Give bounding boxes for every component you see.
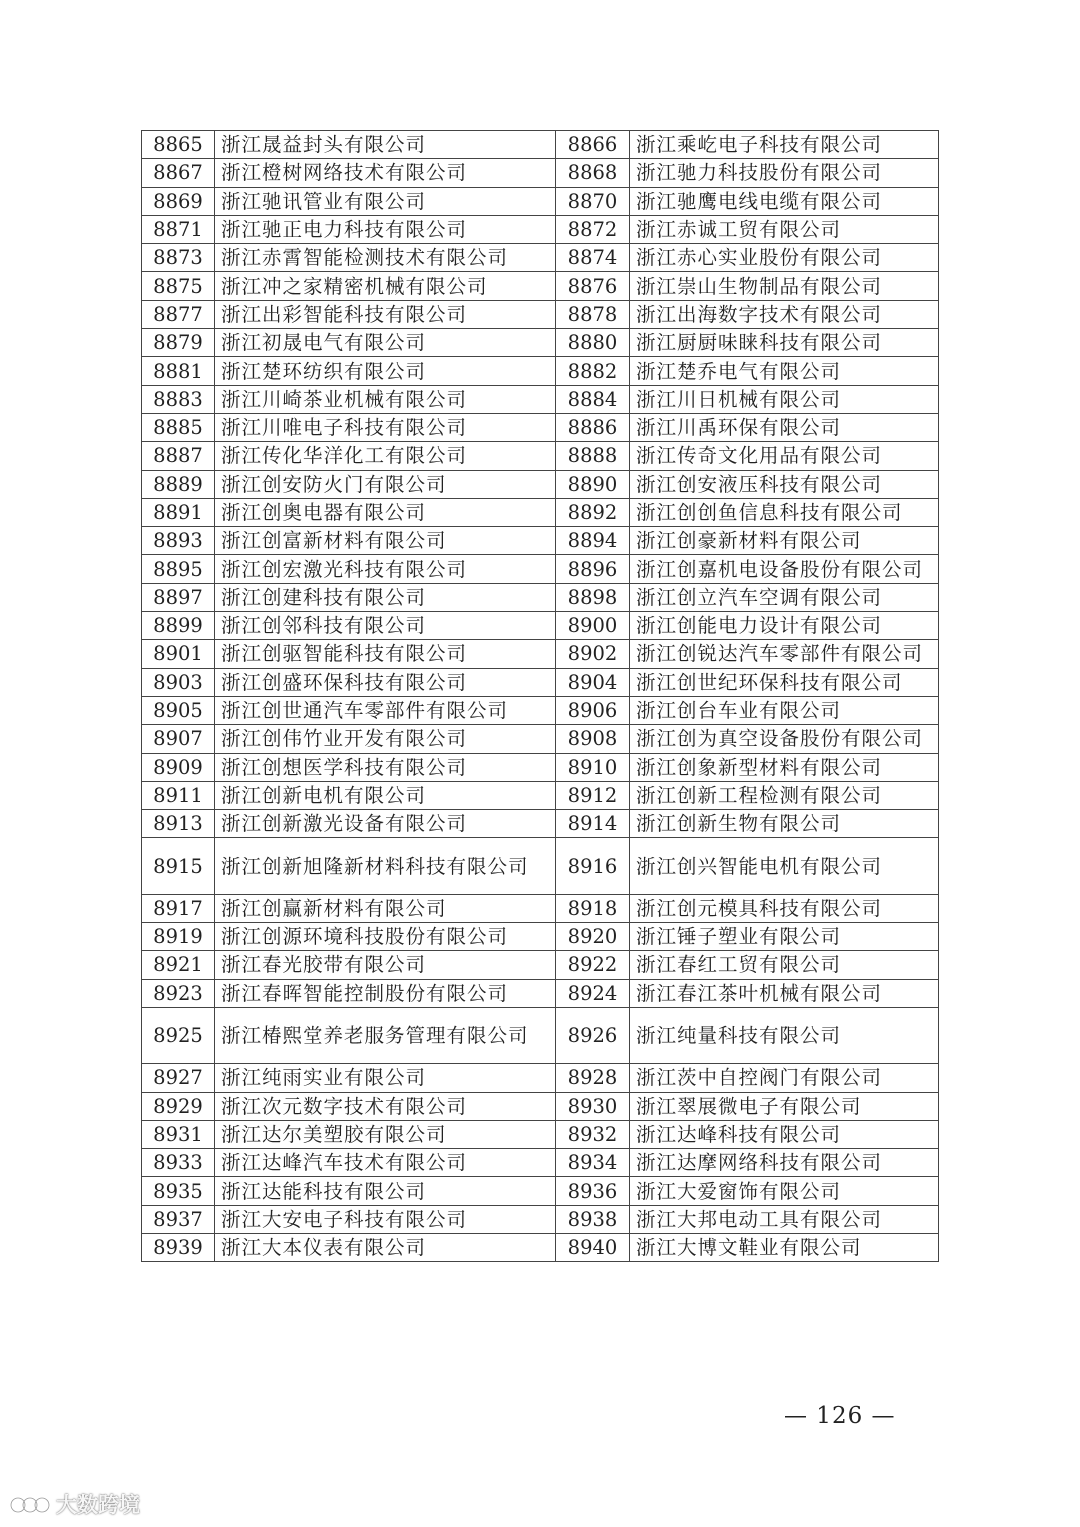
company-name: 浙江驰讯管业有限公司 <box>215 187 556 215</box>
company-name: 浙江赤心实业股份有限公司 <box>630 244 939 272</box>
company-name: 浙江创新工程检测有限公司 <box>630 781 939 809</box>
company-name: 浙江锤子塑业有限公司 <box>630 923 939 951</box>
entry-number: 8905 <box>142 696 215 724</box>
entry-number: 8899 <box>142 612 215 640</box>
company-name: 浙江创世纪环保科技有限公司 <box>630 668 939 696</box>
company-name: 浙江创伟竹业开发有限公司 <box>215 725 556 753</box>
entry-number: 8908 <box>556 725 630 753</box>
company-name: 浙江橙树网络技术有限公司 <box>215 159 556 187</box>
page-number: — 126 — <box>784 1403 896 1429</box>
table-row <box>142 923 939 951</box>
table-row <box>142 612 939 640</box>
company-name: 浙江赤霄智能检测技术有限公司 <box>215 244 556 272</box>
table-row <box>142 357 939 385</box>
table-row <box>142 527 939 555</box>
company-name: 浙江春光胶带有限公司 <box>215 951 556 979</box>
table-row <box>142 894 939 922</box>
company-name: 浙江楚乔电气有限公司 <box>630 357 939 385</box>
company-name: 浙江次元数字技术有限公司 <box>215 1092 556 1120</box>
entry-number: 8924 <box>556 979 630 1007</box>
table-row <box>142 696 939 724</box>
entry-number: 8869 <box>142 187 215 215</box>
table-row <box>142 413 939 441</box>
company-name: 浙江厨厨味睐科技有限公司 <box>630 329 939 357</box>
company-name: 浙江大邦电动工具有限公司 <box>630 1205 939 1233</box>
company-name: 浙江创赢新材料有限公司 <box>215 894 556 922</box>
entry-number: 8871 <box>142 215 215 243</box>
table-row <box>142 668 939 696</box>
company-name: 浙江创驱智能科技有限公司 <box>215 640 556 668</box>
company-name: 浙江达峰汽车技术有限公司 <box>215 1149 556 1177</box>
company-name: 浙江创想医学科技有限公司 <box>215 753 556 781</box>
entry-number: 8937 <box>142 1205 215 1233</box>
entry-number: 8938 <box>556 1205 630 1233</box>
table-row <box>142 810 939 838</box>
entry-number: 8892 <box>556 498 630 526</box>
entry-number: 8915 <box>142 838 215 894</box>
entry-number: 8880 <box>556 329 630 357</box>
company-name: 浙江大博文鞋业有限公司 <box>630 1233 939 1261</box>
company-name: 浙江创新电机有限公司 <box>215 781 556 809</box>
entry-number: 8868 <box>556 159 630 187</box>
entry-number: 8914 <box>556 810 630 838</box>
entry-number: 8935 <box>142 1177 215 1205</box>
company-name: 浙江春江茶叶机械有限公司 <box>630 979 939 1007</box>
entry-number: 8874 <box>556 244 630 272</box>
table-row <box>142 329 939 357</box>
entry-number: 8929 <box>142 1092 215 1120</box>
entry-number: 8910 <box>556 753 630 781</box>
entry-number: 8926 <box>556 1007 630 1063</box>
company-name: 浙江椿熙堂养老服务管理有限公司 <box>215 1007 556 1063</box>
table-row <box>142 640 939 668</box>
entry-number: 8881 <box>142 357 215 385</box>
company-name: 浙江晟益封头有限公司 <box>215 131 556 159</box>
table-row <box>142 725 939 753</box>
company-name: 浙江驰鹰电线电缆有限公司 <box>630 187 939 215</box>
entry-number: 8867 <box>142 159 215 187</box>
entry-number: 8898 <box>556 583 630 611</box>
entry-number: 8906 <box>556 696 630 724</box>
table-row <box>142 215 939 243</box>
entry-number: 8894 <box>556 527 630 555</box>
table-row <box>142 1233 939 1261</box>
entry-number: 8873 <box>142 244 215 272</box>
table-row <box>142 442 939 470</box>
company-name: 浙江达峰科技有限公司 <box>630 1120 939 1148</box>
entry-number: 8886 <box>556 413 630 441</box>
table-row <box>142 244 939 272</box>
company-name: 浙江春红工贸有限公司 <box>630 951 939 979</box>
table-row <box>142 555 939 583</box>
company-name: 浙江创宏激光科技有限公司 <box>215 555 556 583</box>
company-name: 浙江茨中自控阀门有限公司 <box>630 1064 939 1092</box>
entry-number: 8912 <box>556 781 630 809</box>
entry-number: 8882 <box>556 357 630 385</box>
entry-number: 8870 <box>556 187 630 215</box>
entry-number: 8903 <box>142 668 215 696</box>
company-name: 浙江达能科技有限公司 <box>215 1177 556 1205</box>
table-row <box>142 272 939 300</box>
entry-number: 8888 <box>556 442 630 470</box>
company-name: 浙江创建科技有限公司 <box>215 583 556 611</box>
table-row <box>142 781 939 809</box>
company-name: 浙江创盛环保科技有限公司 <box>215 668 556 696</box>
company-name: 浙江川日机械有限公司 <box>630 385 939 413</box>
table-row <box>142 753 939 781</box>
entry-number: 8940 <box>556 1233 630 1261</box>
dashuju-logo-icon <box>10 1493 54 1515</box>
table-row <box>142 838 939 894</box>
company-name: 浙江川唯电子科技有限公司 <box>215 413 556 441</box>
company-name: 浙江驰正电力科技有限公司 <box>215 215 556 243</box>
table-row <box>142 1064 939 1092</box>
entry-number: 8916 <box>556 838 630 894</box>
table-row <box>142 979 939 1007</box>
entry-number: 8911 <box>142 781 215 809</box>
entry-number: 8889 <box>142 470 215 498</box>
entry-number: 8865 <box>142 131 215 159</box>
entry-number: 8896 <box>556 555 630 583</box>
company-name: 浙江创邻科技有限公司 <box>215 612 556 640</box>
entry-number: 8933 <box>142 1149 215 1177</box>
company-name: 浙江创锐达汽车零部件有限公司 <box>630 640 939 668</box>
company-name: 浙江创世通汽车零部件有限公司 <box>215 696 556 724</box>
company-name: 浙江创台车业有限公司 <box>630 696 939 724</box>
entry-number: 8918 <box>556 894 630 922</box>
entry-number: 8939 <box>142 1233 215 1261</box>
company-name: 浙江出海数字技术有限公司 <box>630 300 939 328</box>
company-name: 浙江赤诚工贸有限公司 <box>630 215 939 243</box>
entry-number: 8919 <box>142 923 215 951</box>
entry-number: 8866 <box>556 131 630 159</box>
entry-number: 8902 <box>556 640 630 668</box>
table-row <box>142 131 939 159</box>
company-name: 浙江川禹环保有限公司 <box>630 413 939 441</box>
table-row <box>142 159 939 187</box>
entry-number: 8879 <box>142 329 215 357</box>
company-name: 浙江大安电子科技有限公司 <box>215 1205 556 1233</box>
entry-number: 8922 <box>556 951 630 979</box>
watermark <box>10 1489 140 1519</box>
entry-number: 8895 <box>142 555 215 583</box>
entry-number: 8930 <box>556 1092 630 1120</box>
company-name: 浙江创安防火门有限公司 <box>215 470 556 498</box>
company-name: 浙江创创鱼信息科技有限公司 <box>630 498 939 526</box>
table-row <box>142 1120 939 1148</box>
company-name: 浙江纯量科技有限公司 <box>630 1007 939 1063</box>
company-name: 浙江传奇文化用品有限公司 <box>630 442 939 470</box>
company-name: 浙江驰力科技股份有限公司 <box>630 159 939 187</box>
table-row <box>142 1205 939 1233</box>
company-name: 浙江创源环境科技股份有限公司 <box>215 923 556 951</box>
table-row <box>142 951 939 979</box>
company-name: 浙江传化华洋化工有限公司 <box>215 442 556 470</box>
entry-number: 8900 <box>556 612 630 640</box>
table-row <box>142 300 939 328</box>
company-list-table <box>141 130 939 1262</box>
company-name: 浙江创兴智能电机有限公司 <box>630 838 939 894</box>
entry-number: 8887 <box>142 442 215 470</box>
company-name: 浙江创元模具科技有限公司 <box>630 894 939 922</box>
entry-number: 8890 <box>556 470 630 498</box>
entry-number: 8917 <box>142 894 215 922</box>
company-name: 浙江达摩网络科技有限公司 <box>630 1149 939 1177</box>
table-row <box>142 385 939 413</box>
company-name: 浙江创豪新材料有限公司 <box>630 527 939 555</box>
company-name: 浙江大爱窗饰有限公司 <box>630 1177 939 1205</box>
table-row <box>142 583 939 611</box>
company-name: 浙江纯雨实业有限公司 <box>215 1064 556 1092</box>
company-name: 浙江创富新材料有限公司 <box>215 527 556 555</box>
company-name: 浙江春晖智能控制股份有限公司 <box>215 979 556 1007</box>
company-name: 浙江创新旭隆新材料科技有限公司 <box>215 838 556 894</box>
company-name: 浙江楚环纺织有限公司 <box>215 357 556 385</box>
company-name: 浙江创安液压科技有限公司 <box>630 470 939 498</box>
entry-number: 8885 <box>142 413 215 441</box>
entry-number: 8925 <box>142 1007 215 1063</box>
table-row <box>142 1092 939 1120</box>
entry-number: 8921 <box>142 951 215 979</box>
entry-number: 8893 <box>142 527 215 555</box>
company-name: 浙江创象新型材料有限公司 <box>630 753 939 781</box>
table-row <box>142 187 939 215</box>
table-row <box>142 1007 939 1063</box>
company-name: 浙江乘屹电子科技有限公司 <box>630 131 939 159</box>
entry-number: 8878 <box>556 300 630 328</box>
entry-number: 8931 <box>142 1120 215 1148</box>
entry-number: 8883 <box>142 385 215 413</box>
entry-number: 8891 <box>142 498 215 526</box>
company-name: 浙江翠展微电子有限公司 <box>630 1092 939 1120</box>
entry-number: 8920 <box>556 923 630 951</box>
entry-number: 8901 <box>142 640 215 668</box>
company-name: 浙江创奥电器有限公司 <box>215 498 556 526</box>
table-row <box>142 498 939 526</box>
entry-number: 8932 <box>556 1120 630 1148</box>
table-row <box>142 1149 939 1177</box>
entry-number: 8872 <box>556 215 630 243</box>
entry-number: 8927 <box>142 1064 215 1092</box>
entry-number: 8875 <box>142 272 215 300</box>
entry-number: 8907 <box>142 725 215 753</box>
entry-number: 8877 <box>142 300 215 328</box>
company-name: 浙江崇山生物制品有限公司 <box>630 272 939 300</box>
company-name: 浙江大本仪表有限公司 <box>215 1233 556 1261</box>
company-name: 浙江冲之家精密机械有限公司 <box>215 272 556 300</box>
company-name: 浙江出彩智能科技有限公司 <box>215 300 556 328</box>
entry-number: 8884 <box>556 385 630 413</box>
company-name: 浙江创新激光设备有限公司 <box>215 810 556 838</box>
watermark-text: 大数跨境 <box>56 1493 140 1517</box>
company-name: 浙江初晟电气有限公司 <box>215 329 556 357</box>
entry-number: 8923 <box>142 979 215 1007</box>
company-name: 浙江达尔美塑胶有限公司 <box>215 1120 556 1148</box>
entry-number: 8936 <box>556 1177 630 1205</box>
table-row <box>142 470 939 498</box>
table-row <box>142 1177 939 1205</box>
company-name: 浙江川崎茶业机械有限公司 <box>215 385 556 413</box>
company-name: 浙江创嘉机电设备股份有限公司 <box>630 555 939 583</box>
entry-number: 8897 <box>142 583 215 611</box>
company-name: 浙江创立汽车空调有限公司 <box>630 583 939 611</box>
entry-number: 8876 <box>556 272 630 300</box>
company-name: 浙江创新生物有限公司 <box>630 810 939 838</box>
entry-number: 8928 <box>556 1064 630 1092</box>
company-name: 浙江创能电力设计有限公司 <box>630 612 939 640</box>
entry-number: 8904 <box>556 668 630 696</box>
entry-number: 8909 <box>142 753 215 781</box>
entry-number: 8934 <box>556 1149 630 1177</box>
company-name: 浙江创为真空设备股份有限公司 <box>630 725 939 753</box>
entry-number: 8913 <box>142 810 215 838</box>
